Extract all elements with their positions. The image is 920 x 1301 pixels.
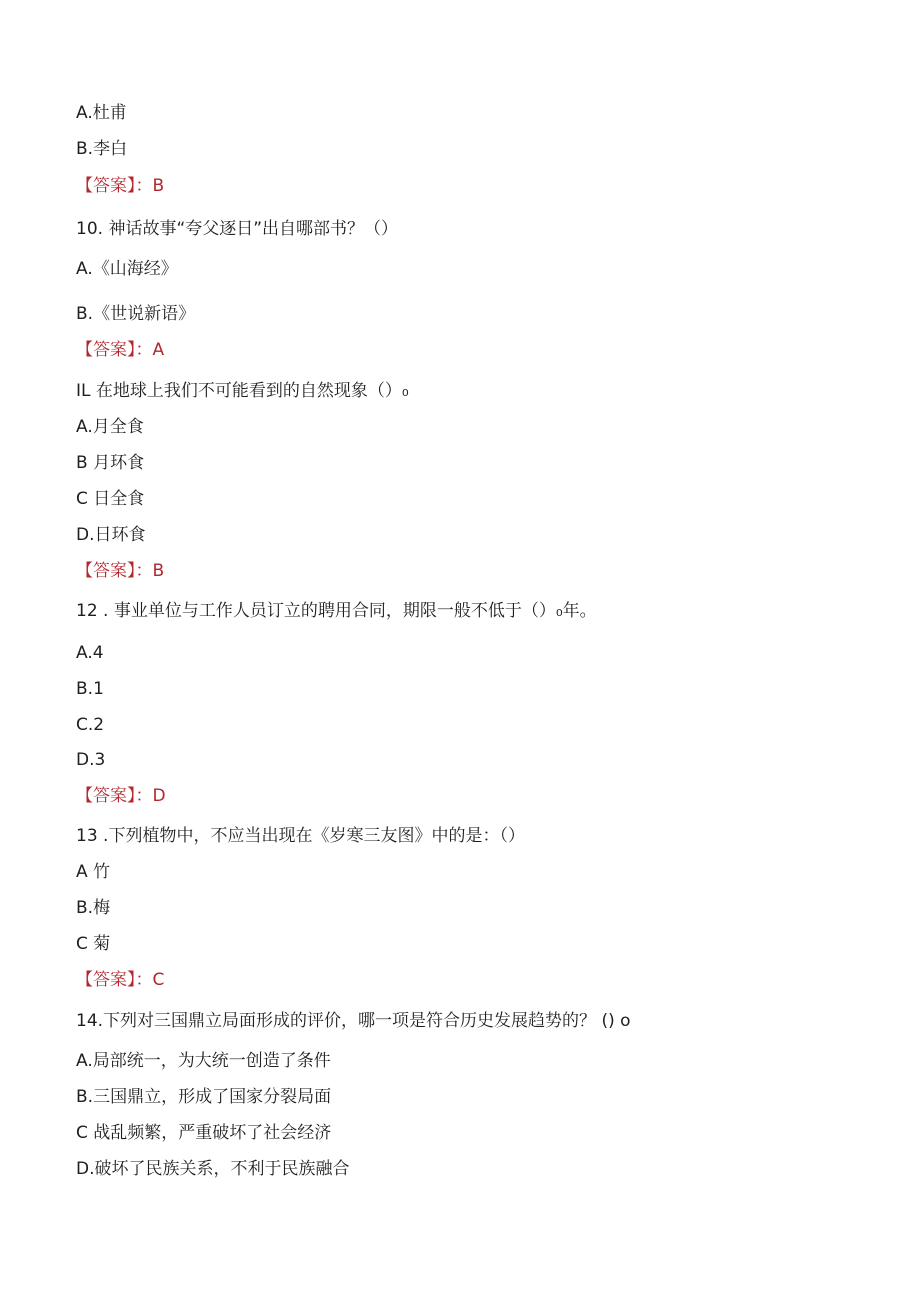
option-c-q12: C.2: [76, 715, 105, 735]
option-c-q11: C 日全食: [76, 489, 145, 509]
option-b-q13: B.梅: [76, 898, 111, 918]
option-b-q10: B.《世说新语》: [76, 304, 196, 324]
question-14: 14.下列对三国鼎立局面形成的评价，哪一项是符合历史发展趋势的？ () o: [76, 1011, 631, 1031]
answer-q11: 【答案】：B: [76, 561, 165, 581]
option-d-q12: D.3: [76, 750, 106, 770]
question-10: 10. 神话故事“夸父逐日”出自哪部书？（）: [76, 219, 399, 239]
answer-q13: 【答案】：C: [76, 970, 165, 990]
option-a-q12: A.4: [76, 643, 104, 663]
option-b-q9: B.李白: [76, 139, 128, 159]
answer-q12: 【答案】：D: [76, 786, 166, 806]
answer-q9: 【答案】：B: [76, 176, 165, 196]
question-12: 12 . 事业单位与工作人员订立的聘用合同，期限一般不低于（）₀年。: [76, 601, 597, 621]
option-b-q14: B.三国鼎立，形成了国家分裂局面: [76, 1087, 332, 1107]
option-a-q11: A.月全食: [76, 417, 144, 437]
question-11: IL 在地球上我们不可能看到的自然现象（）₀: [76, 381, 409, 401]
option-d-q14: D.破坏了民族关系，不利于民族融合: [76, 1159, 350, 1179]
answer-q10: 【答案】：A: [76, 340, 165, 360]
option-c-q14: C 战乱频繁，严重破坏了社会经济: [76, 1123, 332, 1143]
option-a-q10: A.《山海经》: [76, 259, 178, 279]
option-c-q13: C 菊: [76, 934, 111, 954]
option-a-q9: A.杜甫: [76, 103, 127, 123]
option-d-q11: D.日环食: [76, 525, 146, 545]
option-b-q11: B 月环食: [76, 453, 145, 473]
question-13: 13 .下列植物中，不应当出现在《岁寒三友图》中的是：（）: [76, 826, 525, 846]
option-a-q13: A 竹: [76, 862, 111, 882]
option-a-q14: A.局部统一，为大统一创造了条件: [76, 1051, 331, 1071]
option-b-q12: B.1: [76, 679, 104, 699]
